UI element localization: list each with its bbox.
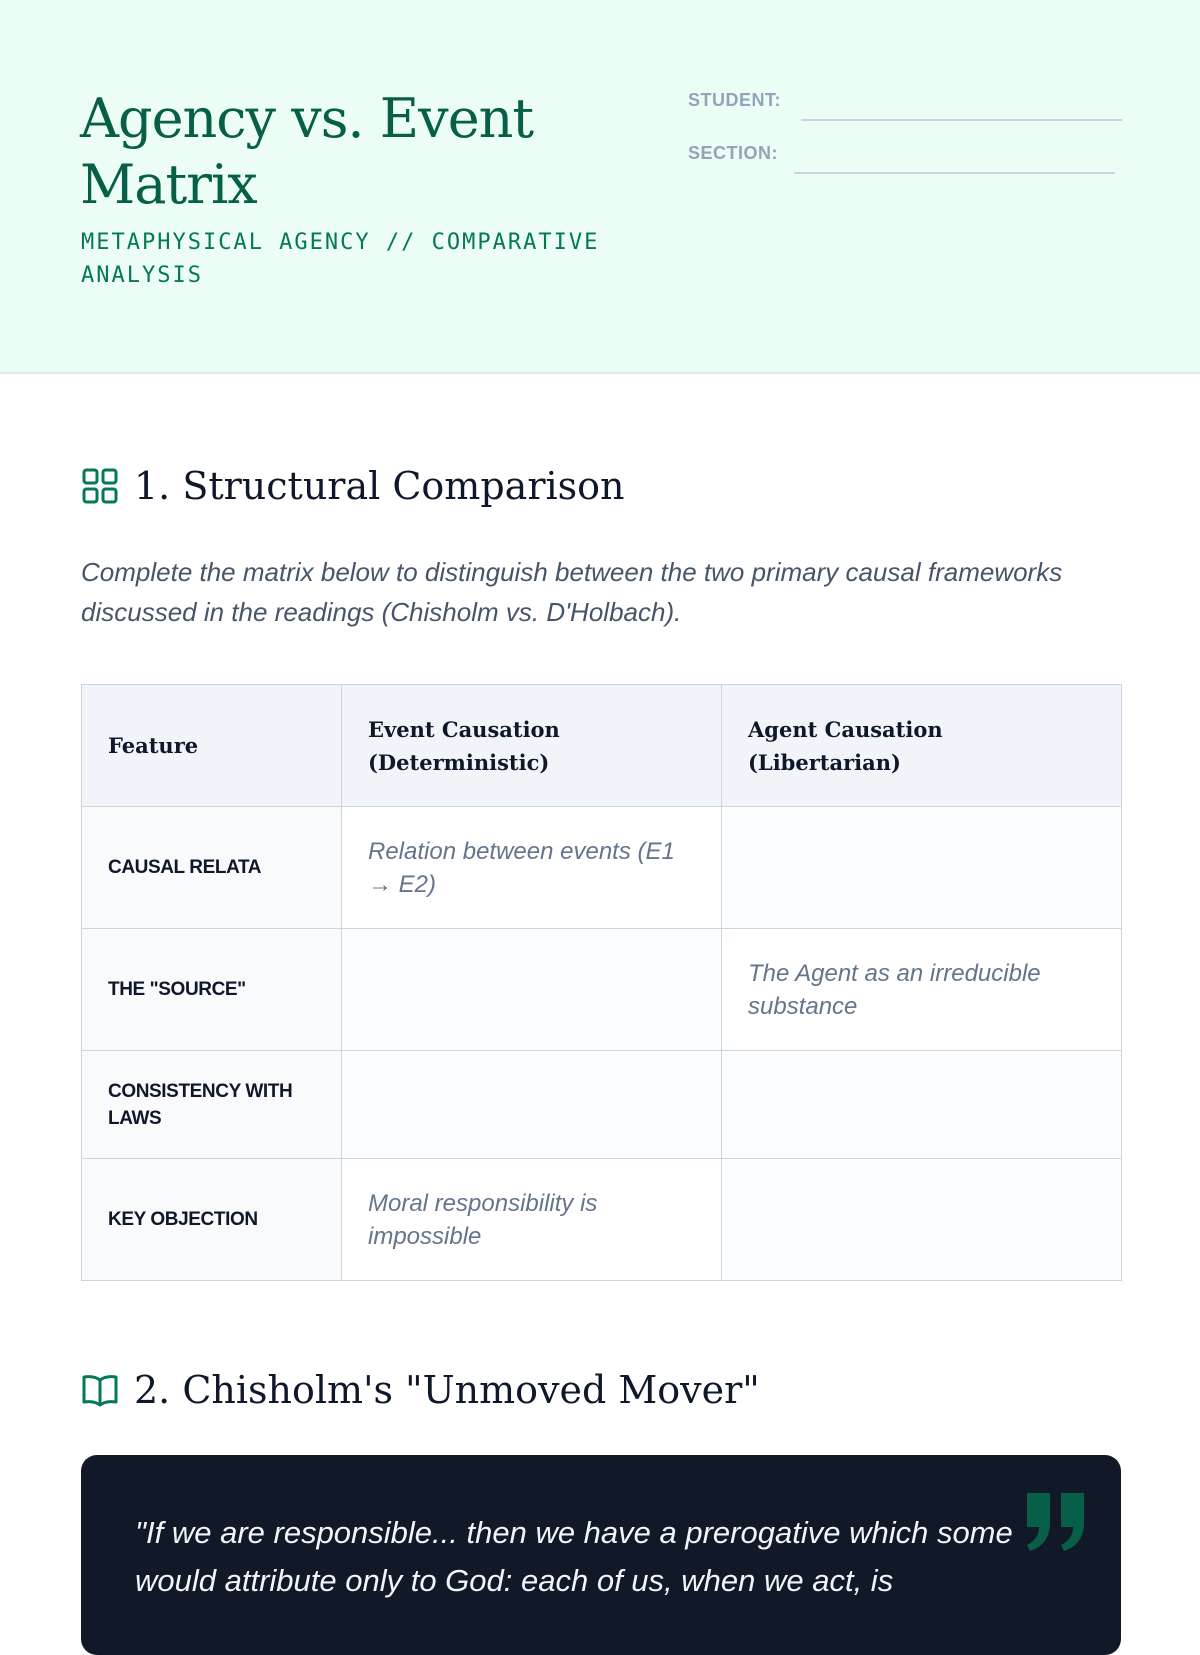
table-row — [82, 1051, 1122, 1159]
row-label-key-objection: KEY OBJECTION — [82, 1159, 342, 1281]
row-label-consistency-with-laws: CONSISTENCY WITH LAWS — [82, 1051, 342, 1159]
cell-event-source[interactable] — [342, 929, 722, 1051]
section-label: SECTION: — [688, 143, 779, 163]
row-label-causal-relata: CAUSAL RELATA — [82, 807, 342, 929]
cell-event-key-objection[interactable]: Moral responsibility is impossible — [342, 1159, 722, 1281]
comparison-matrix — [81, 684, 1122, 1281]
matrix-header-row — [82, 685, 1122, 807]
worksheet-header — [0, 0, 1200, 374]
cell-agent-key-objection[interactable] — [722, 1159, 1122, 1281]
column-header-feature: Feature — [82, 685, 342, 807]
page-subtitle: METAPHYSICAL AGENCY // COMPARATIVE ANALYSIS — [81, 230, 600, 288]
section-title: 1. Structural Comparison — [134, 464, 625, 508]
page-title: Agency vs. Event Matrix — [80, 87, 534, 216]
section-input-line[interactable] — [794, 172, 1115, 174]
row-label-source: THE "SOURCE" — [82, 929, 342, 1051]
cell-agent-causal-relata[interactable] — [722, 807, 1122, 929]
table-row — [82, 929, 1122, 1051]
cell-agent-source[interactable]: The Agent as an irreducible substance — [722, 929, 1122, 1051]
chisholm-quote: "If we are responsible... then we have a prerogative which some would attribute only to God: each of us, when we act, is — [135, 1515, 1013, 1598]
cell-agent-consistency[interactable] — [722, 1051, 1122, 1159]
cell-event-causal-relata[interactable]: Relation between events (E1 → E2) — [342, 807, 722, 929]
column-header-agent-causation: Agent Causation (Libertarian) — [722, 685, 1122, 807]
open-book-icon — [82, 1372, 118, 1408]
quote-mark-icon — [1021, 1489, 1091, 1555]
quote-card — [81, 1455, 1121, 1655]
matrix-instructions: Complete the matrix below to distinguish between the two primary causal frameworks discussed in the readings (Chisholm vs. D'Holbach). — [81, 557, 1063, 627]
student-label: STUDENT: — [688, 90, 781, 110]
student-input-line[interactable] — [801, 119, 1122, 121]
section-title: 2. Chisholm's "Unmoved Mover" — [134, 1368, 760, 1412]
cell-event-consistency[interactable] — [342, 1051, 722, 1159]
table-row — [82, 1159, 1122, 1281]
grid-icon — [82, 468, 118, 504]
table-row — [82, 807, 1122, 929]
column-header-event-causation: Event Causation (Deterministic) — [342, 685, 722, 807]
